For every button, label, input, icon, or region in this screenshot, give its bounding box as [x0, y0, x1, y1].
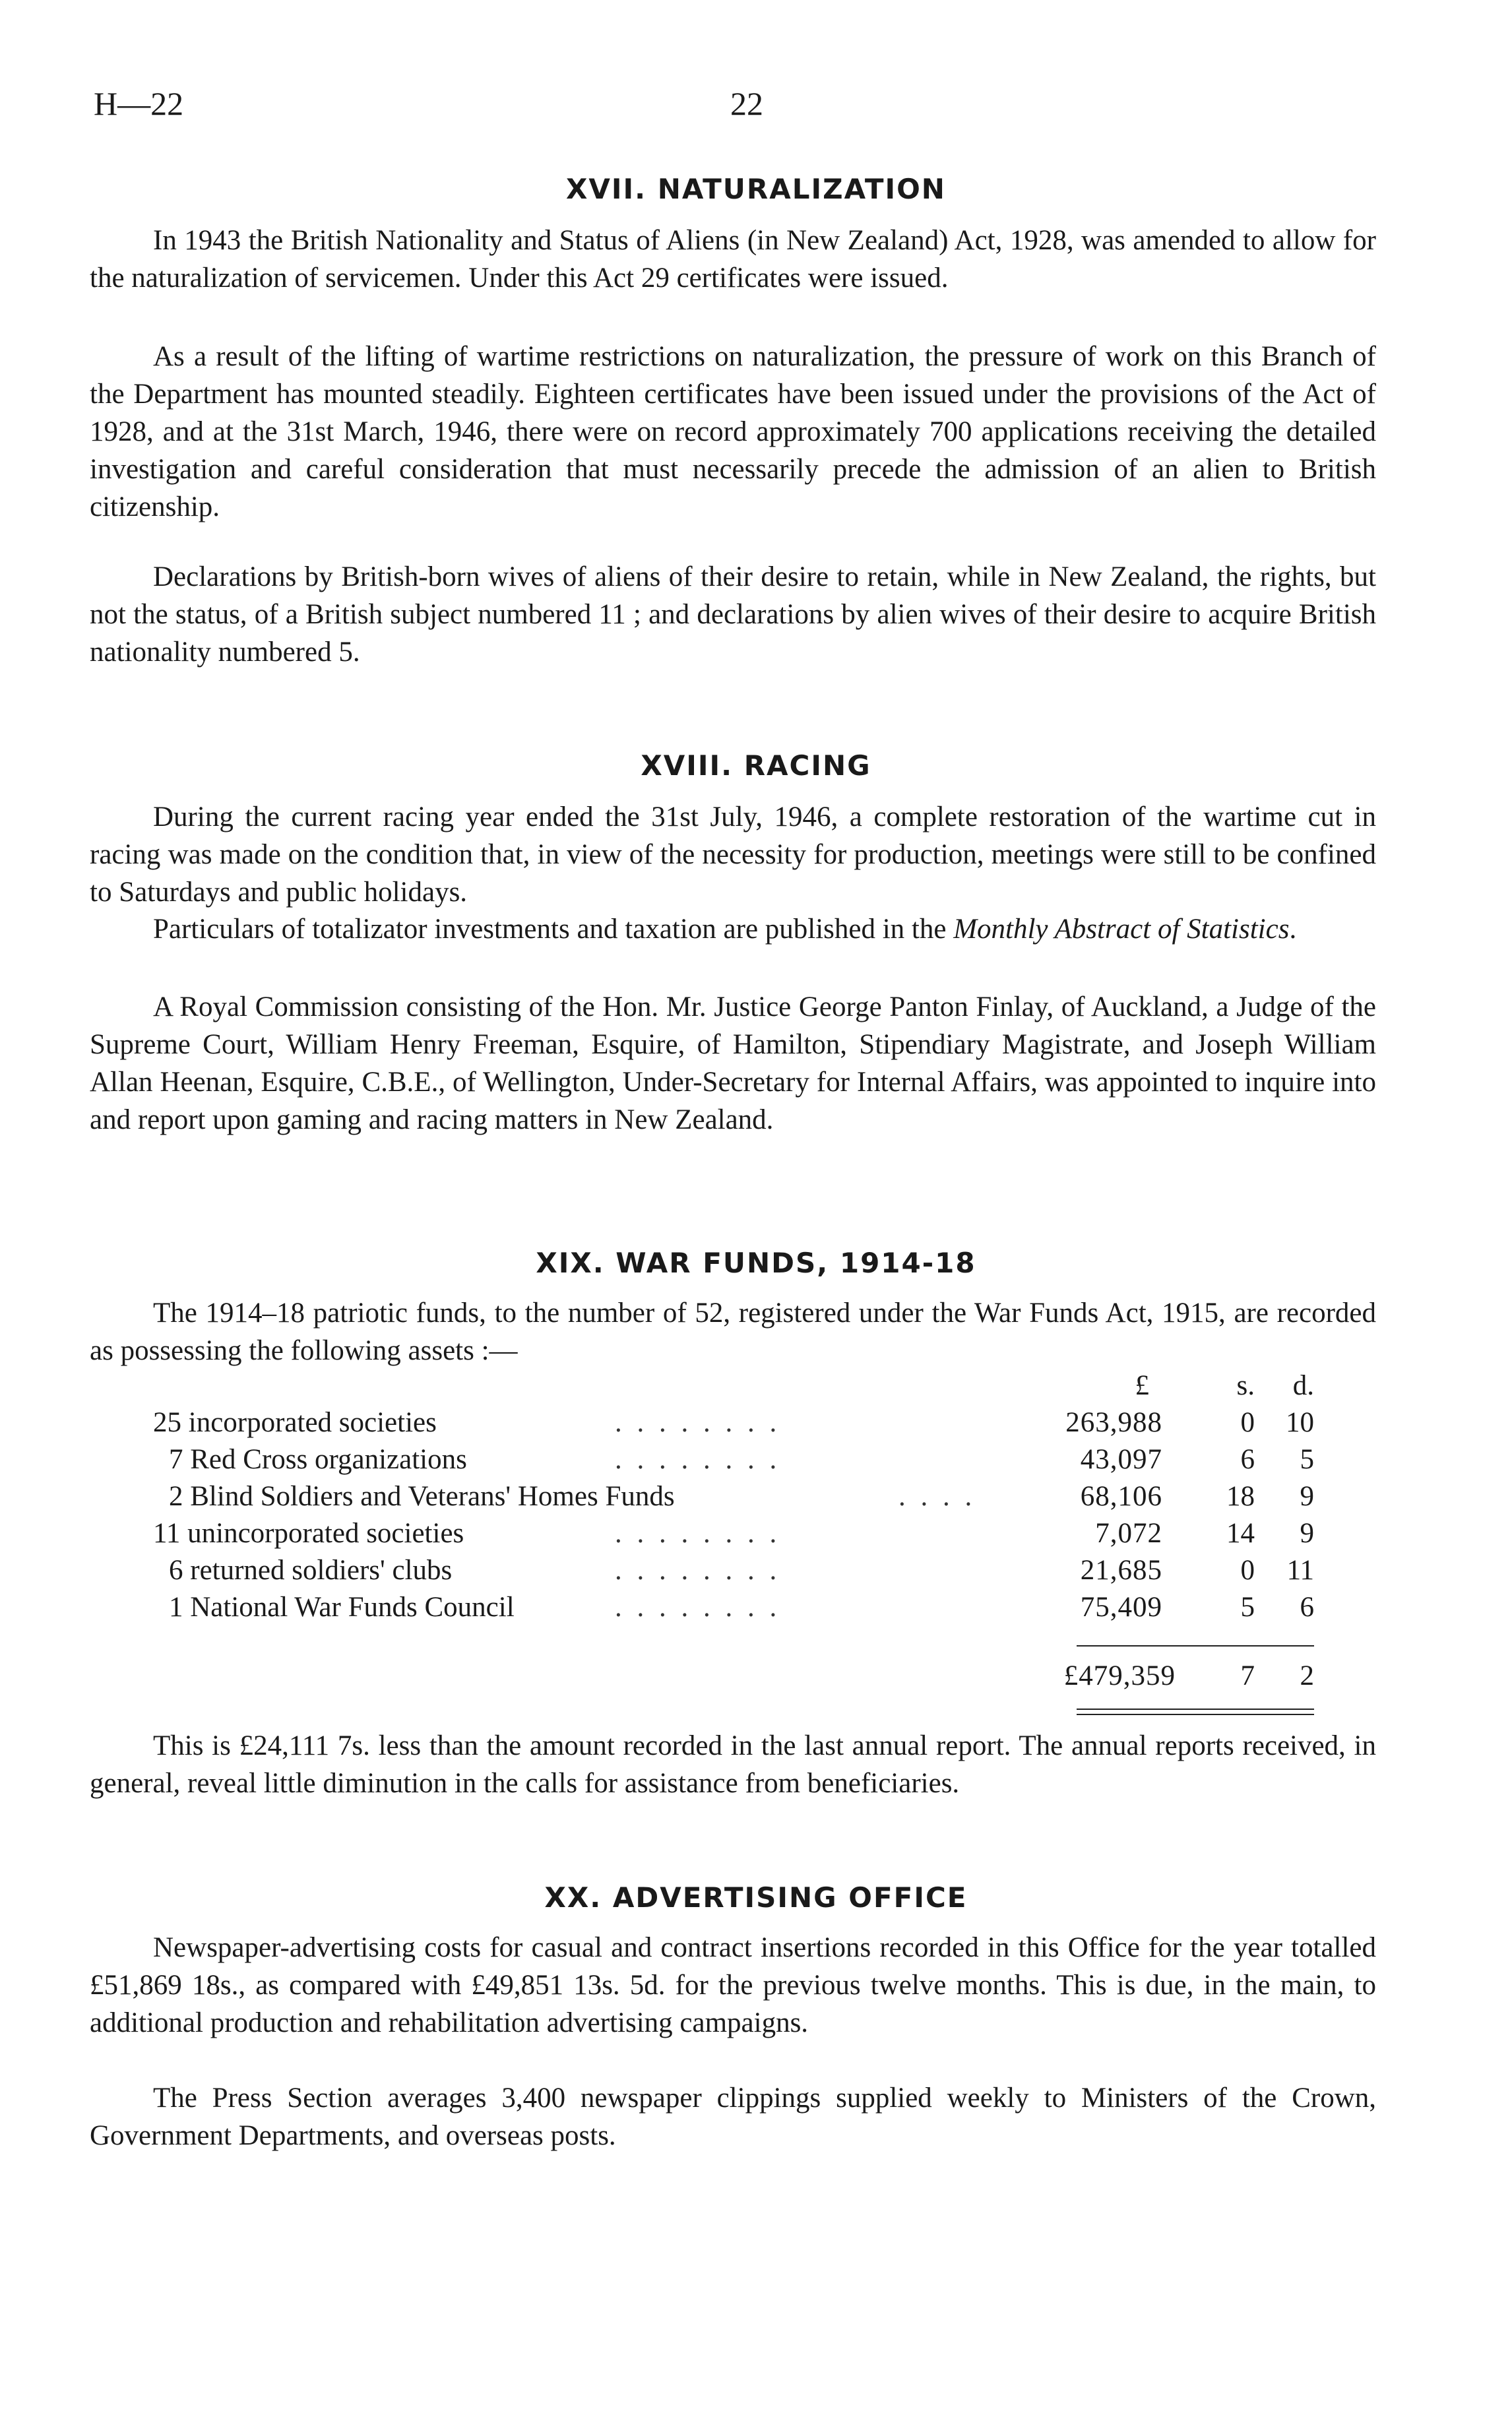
leader-dots: . . . . . . . .	[615, 1592, 781, 1623]
unit-pounds: £	[1135, 1370, 1149, 1401]
page-header	[94, 84, 1420, 137]
leader-dots: . . . . . . . .	[615, 1407, 781, 1438]
particulars-end: .	[1289, 914, 1297, 945]
paragraph: In 1943 the British Nationality and Status of Aliens (in New Zealand) Act, 1928, was amended to allow for the naturalization of servicemen. Under this Act 29 certificates were issued.	[90, 225, 1376, 294]
row-pounds: 68,106	[1080, 1481, 1162, 1512]
paragraph: Newspaper-advertising costs for casual and contract insertions recorded in this Office for the year totalled £51,869 18s., as compared with £49,851 13s. 5d. for the previous twelve months. This is due, in the main, to additional production and rehabilitation advertising campaigns.	[90, 1932, 1376, 2038]
row-label: 2 Blind Soldiers and Veterans' Homes Funds	[169, 1481, 675, 1512]
row-label: 7 Red Cross organizations	[169, 1444, 467, 1475]
unit-pence: d.	[1292, 1370, 1314, 1401]
total-shillings: 7	[1240, 1660, 1255, 1691]
row-pence: 9	[1300, 1518, 1314, 1549]
total-double-rule	[1077, 1709, 1314, 1715]
table-row	[153, 1591, 1314, 1628]
row-pence: 10	[1286, 1407, 1314, 1438]
total-rule	[1077, 1645, 1314, 1647]
leader-dots: . . . . . . . .	[615, 1444, 781, 1475]
page-number: 22	[730, 85, 763, 122]
row-pounds: 263,988	[1065, 1407, 1162, 1438]
paragraph-particulars	[90, 910, 1376, 948]
paragraph: Declarations by British-born wives of aliens of their desire to retain, while in New Zealand, the rights, but not the status, of a British subject numbered 11 ; and declarations by alien wives of their desire to acquire British nationality numbered 5.	[90, 561, 1376, 668]
total-pence: 2	[1300, 1660, 1314, 1691]
paragraph-war-funds-closing: This is £24,111 7s. less than the amount recorded in the last annual report. The annual reports received, in general, reveal little diminution in the calls for assistance from beneficiaries.	[90, 1730, 1376, 1799]
row-shillings: 14	[1226, 1518, 1255, 1549]
row-shillings: 6	[1240, 1444, 1255, 1475]
war-funds-table	[153, 1369, 1314, 1697]
leader-dots: . . . . . . . .	[615, 1518, 781, 1549]
publication-title: Monthly Abstract of Statistics	[953, 914, 1290, 945]
document-reference: H—22	[94, 85, 184, 122]
row-shillings: 0	[1240, 1407, 1255, 1438]
particulars-text: Particulars of totalizator investments and taxation are published in the	[153, 914, 947, 945]
table-total-row	[153, 1660, 1314, 1697]
row-label: 11 unincorporated societies	[153, 1518, 464, 1549]
row-pence: 11	[1286, 1555, 1314, 1586]
table-row	[153, 1517, 1314, 1554]
row-shillings: 18	[1226, 1481, 1255, 1512]
row-shillings: 5	[1240, 1592, 1255, 1623]
row-pence: 6	[1300, 1592, 1314, 1623]
row-pounds: 43,097	[1080, 1444, 1162, 1475]
row-pounds: 75,409	[1080, 1592, 1162, 1623]
section-heading-advertising: XX. ADVERTISING OFFICE	[544, 1881, 968, 1914]
paragraph: During the current racing year ended the 31st July, 1946, a complete restoration of the wartime cut in racing was made on the condition that, in view of the necessity for production, meetings were still to be confined to Saturdays and public holidays.	[90, 801, 1376, 908]
total-pounds: £479,359	[1063, 1660, 1176, 1691]
row-shillings: 0	[1240, 1555, 1255, 1586]
row-pounds: 7,072	[1095, 1518, 1162, 1549]
row-label: 1 National War Funds Council	[169, 1592, 515, 1623]
paragraph: A Royal Commission consisting of the Hon. Mr. Justice George Panton Finlay, of Auckland, a Judge of the Supreme Court, William Henry Freeman, Esquire, of Hamilton, Stipendiary Magistrate, and Joseph William Allan Heenan, Esquire, C.B.E., of Wellington, Under-Secretary for Internal Affairs, was appointed to inquire into and report upon gaming and racing matters in New Zealand.	[90, 991, 1376, 1135]
unit-shillings: s.	[1236, 1370, 1255, 1401]
paragraph: The Press Section averages 3,400 newspaper clippings supplied weekly to Ministers of the Crown, Government Departments, and overseas posts.	[90, 2083, 1376, 2151]
table-row	[153, 1554, 1314, 1591]
table-row	[153, 1406, 1314, 1443]
section-heading-war-funds: XIX. WAR FUNDS, 1914-18	[536, 1247, 976, 1279]
row-label: 6 returned soldiers' clubs	[169, 1555, 453, 1586]
currency-units-row	[153, 1369, 1314, 1406]
leader-dots: . . . .	[898, 1481, 976, 1512]
leader-dots: . . . . . . . .	[615, 1555, 781, 1586]
paragraph: As a result of the lifting of wartime restrictions on naturalization, the pressure of work on this Branch of the Department has mounted steadily. Eighteen certificates have been issued under the provisions of the Act of 1928, and at the 31st March, 1946, there were on record approximately 700 applications receiving the detailed investigation and careful consideration that must necessarily precede the admission of an alien to British citizenship.	[90, 341, 1376, 522]
section-heading-naturalization: XVII. NATURALIZATION	[566, 173, 946, 205]
row-pence: 5	[1300, 1444, 1314, 1475]
row-pence: 9	[1300, 1481, 1314, 1512]
section-heading-racing: XVIII. RACING	[641, 749, 871, 782]
paragraph-war-funds-intro: The 1914–18 patriotic funds, to the number of 52, registered under the War Funds Act, 1915, are recorded as possessing the following assets :—	[90, 1298, 1376, 1366]
row-pounds: 21,685	[1080, 1555, 1162, 1586]
row-label: 25 incorporated societies	[153, 1407, 437, 1438]
table-row	[153, 1443, 1314, 1480]
table-row	[153, 1480, 1314, 1517]
